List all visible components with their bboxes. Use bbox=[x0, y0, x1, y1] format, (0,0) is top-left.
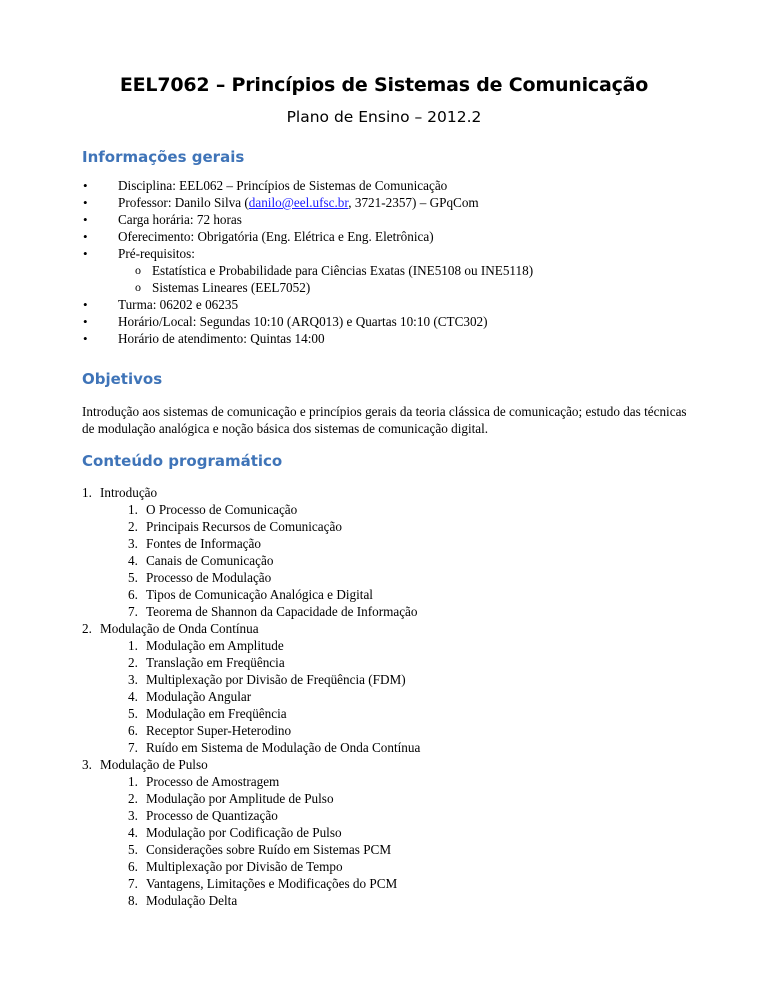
topic-item bbox=[82, 501, 702, 518]
topic-number: 3. bbox=[128, 536, 138, 551]
section-heading-conteudo: Conteúdo programático bbox=[82, 452, 283, 470]
conteudo-list bbox=[82, 484, 702, 909]
unit-title-text: Modulação de Pulso bbox=[100, 757, 208, 772]
topic-number: 4. bbox=[128, 825, 138, 840]
topic-number: 6. bbox=[128, 587, 138, 602]
topic-text: Principais Recursos de Comunicação bbox=[146, 519, 342, 534]
unit-item bbox=[82, 756, 702, 909]
info-professor bbox=[82, 194, 702, 211]
unit-item bbox=[82, 620, 702, 756]
topic-item bbox=[82, 518, 702, 535]
topic-text: Fontes de Informação bbox=[146, 536, 261, 551]
unit-topic-list bbox=[82, 637, 702, 756]
unit-number: 3. bbox=[82, 757, 92, 772]
topic-item bbox=[82, 569, 702, 586]
topic-item bbox=[82, 654, 702, 671]
topic-item bbox=[82, 535, 702, 552]
unit-title bbox=[82, 484, 702, 501]
unit-title-text: Modulação de Onda Contínua bbox=[100, 621, 259, 636]
topic-item bbox=[82, 773, 702, 790]
topic-number: 1. bbox=[128, 774, 138, 789]
info-oferecimento: • Oferecimento: Obrigatória (Eng. Elétrica e Eng. Eletrônica) bbox=[82, 228, 702, 245]
objetivos-text: Introdução aos sistemas de comunicação e princípios gerais da teoria clássica de comunicação; estudo das técnicas de modulação analógica e noção básica dos sistemas de comunicação digital. bbox=[82, 404, 687, 436]
info-prerequisitos bbox=[82, 245, 702, 296]
topic-text: Modulação Angular bbox=[146, 689, 252, 704]
info-horario-local: • Horário/Local: Segundas 10:10 (ARQ013) e Quartas 10:10 (CTC302) bbox=[82, 313, 702, 330]
unit-title-text: Introdução bbox=[100, 485, 158, 500]
topic-item bbox=[82, 875, 702, 892]
unit-number: 1. bbox=[82, 485, 92, 500]
unit-number: 2. bbox=[82, 621, 92, 636]
topic-text: Modulação em Amplitude bbox=[146, 638, 284, 653]
topic-number: 4. bbox=[128, 553, 138, 568]
topic-item bbox=[82, 841, 702, 858]
topic-text: Teorema de Shannon da Capacidade de Informação bbox=[146, 604, 418, 619]
topic-number: 7. bbox=[128, 604, 138, 619]
topic-item bbox=[82, 892, 702, 909]
topic-number: 7. bbox=[128, 876, 138, 891]
topic-text: Modulação por Amplitude de Pulso bbox=[146, 791, 334, 806]
topic-number: 2. bbox=[128, 791, 138, 806]
topic-item bbox=[82, 807, 702, 824]
topic-number: 5. bbox=[128, 706, 138, 721]
topic-item bbox=[82, 858, 702, 875]
unit-topic-list bbox=[82, 773, 702, 909]
unit-title bbox=[82, 620, 702, 637]
info-carga: • Carga horária: 72 horas bbox=[82, 211, 702, 228]
topic-text: Tipos de Comunicação Analógica e Digital bbox=[146, 587, 373, 602]
topic-number: 5. bbox=[128, 570, 138, 585]
section-heading-objetivos: Objetivos bbox=[82, 370, 163, 388]
page-subtitle: Plano de Ensino – 2012.2 bbox=[286, 108, 482, 126]
topic-item bbox=[82, 790, 702, 807]
topic-number: 1. bbox=[128, 638, 138, 653]
topic-text: Vantagens, Limitações e Modificações do PCM bbox=[146, 876, 398, 891]
unit-title bbox=[82, 756, 702, 773]
topic-item bbox=[82, 824, 702, 841]
topic-text: Considerações sobre Ruído em Sistemas PCM bbox=[146, 842, 392, 857]
section-heading-informacoes: Informações gerais bbox=[82, 148, 245, 166]
page-title: EEL7062 – Princípios de Sistemas de Comunicação bbox=[119, 74, 649, 96]
topic-text: Ruído em Sistema de Modulação de Onda Contínua bbox=[146, 740, 421, 755]
topic-number: 7. bbox=[128, 740, 138, 755]
prereq-item: o Sistemas Lineares (EEL7052) bbox=[118, 279, 702, 296]
topic-number: 3. bbox=[128, 672, 138, 687]
topic-item bbox=[82, 552, 702, 569]
topic-text: Modulação por Codificação de Pulso bbox=[146, 825, 342, 840]
info-list bbox=[82, 177, 702, 347]
topic-text: Canais de Comunicação bbox=[146, 553, 274, 568]
topic-text: Processo de Quantização bbox=[146, 808, 278, 823]
topic-number: 4. bbox=[128, 689, 138, 704]
topic-number: 2. bbox=[128, 519, 138, 534]
topic-number: 1. bbox=[128, 502, 138, 517]
unit-topic-list bbox=[82, 501, 702, 620]
info-atendimento: • Horário de atendimento: Quintas 14:00 bbox=[82, 330, 702, 347]
professor-suffix: , 3721-2357) – GPqCom bbox=[348, 195, 479, 210]
professor-prefix: Professor: Danilo Silva ( bbox=[118, 195, 249, 210]
topic-item bbox=[82, 722, 702, 739]
info-disciplina: • Disciplina: EEL062 – Princípios de Sistemas de Comunicação bbox=[82, 177, 702, 194]
topic-number: 6. bbox=[128, 723, 138, 738]
topic-text: O Processo de Comunicação bbox=[146, 502, 298, 517]
topic-item bbox=[82, 671, 702, 688]
topic-text: Modulação em Freqüência bbox=[146, 706, 287, 721]
topic-number: 8. bbox=[128, 893, 138, 908]
topic-item bbox=[82, 739, 702, 756]
topic-text: Receptor Super-Heterodino bbox=[146, 723, 292, 738]
topic-item bbox=[82, 586, 702, 603]
prereq-item: o Estatística e Probabilidade para Ciências Exatas (INE5108 ou INE5118) bbox=[118, 262, 702, 279]
topic-number: 3. bbox=[128, 808, 138, 823]
topic-text: Modulação Delta bbox=[146, 893, 238, 908]
prereq-list bbox=[118, 262, 702, 296]
topic-number: 5. bbox=[128, 842, 138, 857]
unit-item bbox=[82, 484, 702, 620]
professor-email-link[interactable]: danilo@eel.ufsc.br bbox=[248, 195, 349, 210]
topic-text: Processo de Amostragem bbox=[146, 774, 280, 789]
topic-number: 2. bbox=[128, 655, 138, 670]
info-turma: • Turma: 06202 e 06235 bbox=[82, 296, 702, 313]
topic-item bbox=[82, 637, 702, 654]
topic-text: Translação em Freqüência bbox=[146, 655, 285, 670]
topic-number: 6. bbox=[128, 859, 138, 874]
topic-text: Processo de Modulação bbox=[146, 570, 272, 585]
prereq-label: Pré-requisitos: bbox=[118, 246, 195, 261]
topic-item bbox=[82, 705, 702, 722]
topic-item bbox=[82, 603, 702, 620]
topic-text: Multiplexação por Divisão de Tempo bbox=[146, 859, 343, 874]
topic-text: Multiplexação por Divisão de Freqüência (FDM) bbox=[146, 672, 406, 687]
topic-item bbox=[82, 688, 702, 705]
